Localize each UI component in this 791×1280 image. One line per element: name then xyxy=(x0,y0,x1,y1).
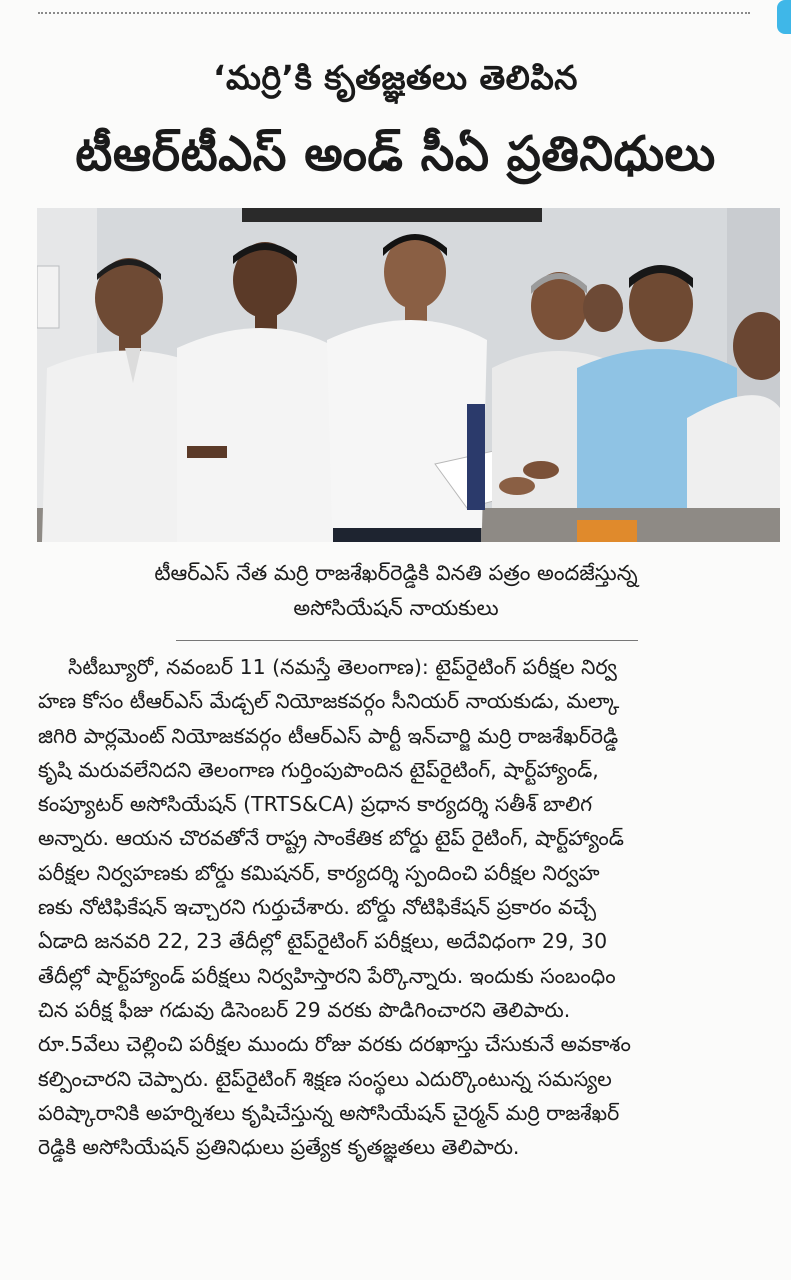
article-line: సిటీబ్యూరో, నవంబర్ 11 (నమస్తే తెలంగాణ): టైప్‌రైటింగ్ పరీక్షల నిర్వ xyxy=(68,655,617,679)
article-line: పరీక్షల నిర్వహణకు బోర్డు కమిషనర్, కార్యదర్శి స్పందించి పరీక్షల నిర్వహ xyxy=(38,860,600,885)
photo-illustration xyxy=(37,208,780,542)
article-body xyxy=(38,650,778,1164)
caption-line: టీఆర్ఎస్ నేత మర్రి రాజశేఖర్‌రెడ్డికి వినతి పత్రం అందజేస్తున్న xyxy=(154,561,638,585)
corner-tab-mark xyxy=(777,0,791,34)
headline-main: టీఆర్‌టీఎస్ అండ్ సీఏ ప్రతినిధులు xyxy=(75,126,716,182)
article-line: కృషి మరువలేనిదని తెలంగాణ గుర్తింపుపొందిన టైప్‌రైటింగ్, షార్ట్‌హ్యాండ్, xyxy=(38,757,599,782)
caption-divider xyxy=(176,640,638,641)
news-photo xyxy=(37,208,780,542)
article-line: పరిష్కారానికి అహర్నిశలు కృషిచేస్తున్న అసోసియేషన్ చైర్మన్ మర్రి రాజశేఖర్ xyxy=(38,1100,620,1125)
article-line: రూ.5వేలు చెల్లించి పరీక్షల ముందు రోజు వరకు దరఖాస్తు చేసుకునే అవకాశం xyxy=(38,1032,631,1057)
article-line: కల్పించారని చెప్పారు. టైప్‌రైటింగ్ శిక్షణ సంస్థలు ఎదుర్కొంటున్న సమస్యల xyxy=(38,1066,612,1091)
caption-line: అసోసియేషన్ నాయకులు xyxy=(293,596,499,620)
article-line: తేదీల్లో షార్ట్‌హ్యాండ్ పరీక్షలు నిర్వహిస్తారని పేర్కొన్నారు. ఇందుకు సంబంధిం xyxy=(38,963,616,988)
article-line: చిన పరీక్ష ఫీజు గడువు డిసెంబర్ 29 వరకు పొడిగించారని తెలిపారు. xyxy=(38,997,571,1022)
photo-caption xyxy=(40,556,752,626)
article-line: రెడ్డికి అసోసియేషన్ ప్రతినిధులు ప్రత్యేక కృతజ్ఞతలు తెలిపారు. xyxy=(38,1135,520,1160)
article-line: హణ కోసం టీఆర్ఎస్ మేడ్చల్ నియోజకవర్గం సీనియర్ నాయకుడు, మల్కా xyxy=(38,689,620,714)
article-line: ణకు నోటిఫికేషన్ ఇచ్చారని గుర్తుచేశారు. బోర్డు నోటిఫికేషన్ ప్రకారం వచ్చే xyxy=(38,895,597,920)
article-line: కంప్యూటర్ అసోసియేషన్ (TRTS&CA) ప్రధాన కార్యదర్శి సతీశ్ బాలిగ xyxy=(38,792,593,817)
top-dotted-rule xyxy=(38,12,750,14)
article-line: అన్నారు. ఆయన చొరవతోనే రాష్ట్ర సాంకేతిక బోర్డు టైప్ రైటింగ్, షార్ట్‌హ్యాండ్ xyxy=(38,826,624,851)
headline-kicker: ‘మర్రి’కి కృతజ్ఞతలు తెలిపిన xyxy=(213,58,578,97)
article-line: జిగిరి పార్లమెంట్ నియోజకవర్గం టీఆర్ఎస్ పార్టీ ఇన్‌చార్జి మర్రి రాజశేఖర్‌రెడ్డి xyxy=(38,723,619,748)
article-line: ఏడాది జనవరి 22, 23 తేదీల్లో టైప్‌రైటింగ్ పరీక్షలు, అదేవిధంగా 29, 30 xyxy=(38,929,608,954)
